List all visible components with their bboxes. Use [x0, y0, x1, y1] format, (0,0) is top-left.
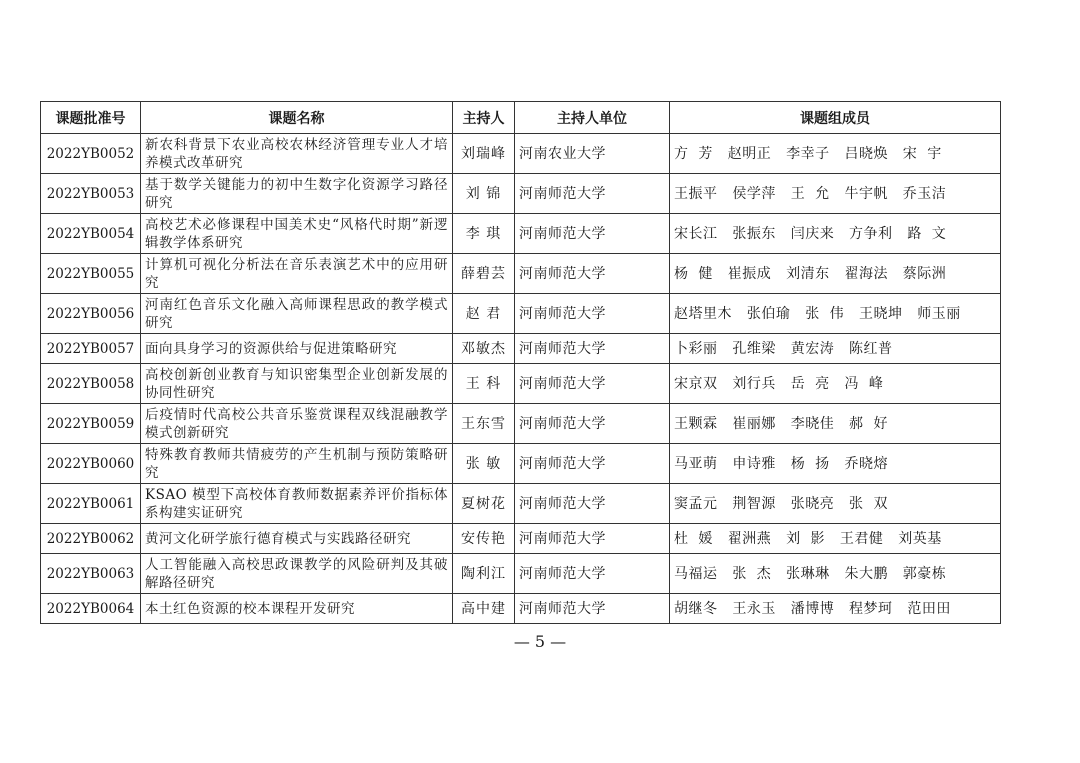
host-unit-cell: 河南师范大学: [515, 334, 670, 364]
host-unit-cell: 河南师范大学: [515, 254, 670, 294]
members-cell: 胡继冬 王永玉 潘博博 程梦珂 范田田: [670, 594, 1001, 624]
table-row: [41, 554, 1001, 594]
header-members: 课题组成员: [670, 102, 1001, 134]
host-unit-cell: 河南师范大学: [515, 444, 670, 484]
table-header-row: [41, 102, 1001, 134]
members-cell: 宋京双 刘行兵 岳 亮 冯 峰: [670, 364, 1001, 404]
host-cell: 薛碧芸: [453, 254, 515, 294]
host-cell: 陶利江: [453, 554, 515, 594]
table-row: [41, 404, 1001, 444]
project-id-cell: 2022YB0064: [41, 594, 141, 624]
host-unit-cell: 河南师范大学: [515, 174, 670, 214]
project-id-cell: 2022YB0062: [41, 524, 141, 554]
members-cell: 马福运 张 杰 张琳琳 朱大鹏 郭豪栋: [670, 554, 1001, 594]
project-title-cell: 后疫情时代高校公共音乐鉴赏课程双线混融教学模式创新研究: [141, 404, 453, 444]
project-id-cell: 2022YB0063: [41, 554, 141, 594]
project-id-cell: 2022YB0058: [41, 364, 141, 404]
host-cell: 赵 君: [453, 294, 515, 334]
header-host: 主持人: [453, 102, 515, 134]
host-cell: 安传艳: [453, 524, 515, 554]
project-title-cell: 特殊教育教师共情疲劳的产生机制与预防策略研究: [141, 444, 453, 484]
project-title-cell: 高校艺术必修课程中国美术史“风格代时期”新逻辑教学体系研究: [141, 214, 453, 254]
table-row: [41, 484, 1001, 524]
table-row: [41, 294, 1001, 334]
table-row: [41, 334, 1001, 364]
table-row: [41, 254, 1001, 294]
project-id-cell: 2022YB0055: [41, 254, 141, 294]
host-unit-cell: 河南师范大学: [515, 524, 670, 554]
project-id-cell: 2022YB0052: [41, 134, 141, 174]
host-cell: 张 敏: [453, 444, 515, 484]
project-id-cell: 2022YB0059: [41, 404, 141, 444]
host-unit-cell: 河南师范大学: [515, 364, 670, 404]
host-cell: 刘瑞峰: [453, 134, 515, 174]
project-title-cell: 河南红色音乐文化融入高师课程思政的教学模式研究: [141, 294, 453, 334]
members-cell: 宋长江 张振东 闫庆来 方争利 路 文: [670, 214, 1001, 254]
members-cell: 马亚萌 申诗雅 杨 扬 乔晓熔: [670, 444, 1001, 484]
header-host-unit: 主持人单位: [515, 102, 670, 134]
host-cell: 刘 锦: [453, 174, 515, 214]
host-unit-cell: 河南农业大学: [515, 134, 670, 174]
project-title-cell: 人工智能融入高校思政课教学的风险研判及其破解路径研究: [141, 554, 453, 594]
host-cell: 高中建: [453, 594, 515, 624]
project-id-cell: 2022YB0056: [41, 294, 141, 334]
host-cell: 王 科: [453, 364, 515, 404]
host-cell: 夏树花: [453, 484, 515, 524]
host-cell: 邓敏杰: [453, 334, 515, 364]
host-unit-cell: 河南师范大学: [515, 294, 670, 334]
members-cell: 王振平 侯学萍 王 允 牛宇帆 乔玉洁: [670, 174, 1001, 214]
project-id-cell: 2022YB0060: [41, 444, 141, 484]
project-title-cell: 高校创新创业教育与知识密集型企业创新发展的协同性研究: [141, 364, 453, 404]
host-unit-cell: 河南师范大学: [515, 594, 670, 624]
table-row: [41, 594, 1001, 624]
members-cell: 方 芳 赵明正 李幸子 吕晓焕 宋 宇: [670, 134, 1001, 174]
host-unit-cell: 河南师范大学: [515, 214, 670, 254]
host-cell: 王东雪: [453, 404, 515, 444]
project-id-cell: 2022YB0053: [41, 174, 141, 214]
host-unit-cell: 河南师范大学: [515, 554, 670, 594]
project-id-cell: 2022YB0057: [41, 334, 141, 364]
table-row: [41, 134, 1001, 174]
table-row: [41, 524, 1001, 554]
page-number: — 5 —: [513, 632, 567, 651]
project-title-cell: 新农科背景下农业高校农林经济管理专业人才培养模式改革研究: [141, 134, 453, 174]
table-row: [41, 214, 1001, 254]
header-project-title: 课题名称: [141, 102, 453, 134]
table-row: [41, 364, 1001, 404]
project-title-cell: 计算机可视化分析法在音乐表演艺术中的应用研究: [141, 254, 453, 294]
table-row: [41, 174, 1001, 214]
host-unit-cell: 河南师范大学: [515, 484, 670, 524]
members-cell: 赵塔里木 张伯瑜 张 伟 王晓坤 师玉丽: [670, 294, 1001, 334]
project-title-cell: 本土红色资源的校本课程开发研究: [141, 594, 453, 624]
members-cell: 卜彩丽 孔维梁 黄宏涛 陈红普: [670, 334, 1001, 364]
members-cell: 窦孟元 荆智源 张晓亮 张 双: [670, 484, 1001, 524]
project-title-cell: 黄河文化研学旅行德育模式与实践路径研究: [141, 524, 453, 554]
project-title-cell: 基于数学关键能力的初中生数字化资源学习路径研究: [141, 174, 453, 214]
header-project-id: 课题批准号: [41, 102, 141, 134]
project-title-cell: KSAO 模型下高校体育教师数据素养评价指标体系构建实证研究: [141, 484, 453, 524]
host-cell: 李 琪: [453, 214, 515, 254]
members-cell: 杨 健 崔振成 刘清东 翟海法 蔡际洲: [670, 254, 1001, 294]
project-id-cell: 2022YB0054: [41, 214, 141, 254]
project-id-cell: 2022YB0061: [41, 484, 141, 524]
project-table: [40, 101, 1001, 624]
host-unit-cell: 河南师范大学: [515, 404, 670, 444]
table-row: [41, 444, 1001, 484]
project-title-cell: 面向具身学习的资源供给与促进策略研究: [141, 334, 453, 364]
members-cell: 杜 媛 翟洲燕 刘 影 王君健 刘英基: [670, 524, 1001, 554]
members-cell: 王颗霖 崔丽娜 李晓佳 郝 好: [670, 404, 1001, 444]
